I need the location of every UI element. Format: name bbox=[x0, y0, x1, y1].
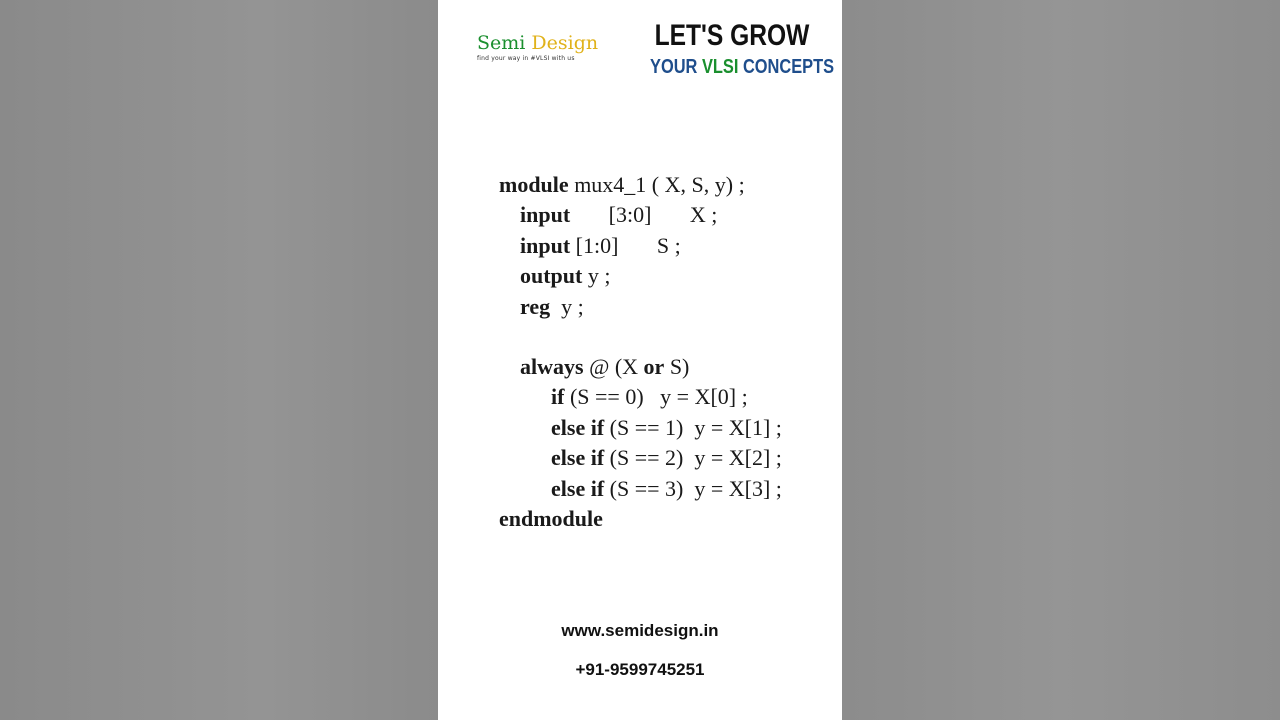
code-keyword: if bbox=[551, 384, 565, 410]
code-line-5 bbox=[499, 292, 829, 322]
code-text: S) bbox=[664, 353, 690, 379]
code-keyword: reg bbox=[520, 293, 551, 319]
code-text: (S == 3) y = X[3] ; bbox=[604, 475, 782, 501]
headline-vlsi: VLSI bbox=[701, 56, 739, 78]
code-keyword: module bbox=[499, 172, 569, 197]
background-left bbox=[0, 0, 438, 720]
logo-wordmark bbox=[477, 31, 607, 55]
code-keyword: else if bbox=[551, 445, 605, 471]
code-text: @ (X bbox=[583, 353, 644, 379]
code-line-9 bbox=[499, 443, 829, 473]
verilog-code-block bbox=[499, 170, 829, 534]
code-line-11 bbox=[499, 504, 829, 534]
code-text: mux4_1 ( X, S, y) ; bbox=[568, 172, 745, 197]
code-text: [1:0] S ; bbox=[570, 232, 681, 258]
code-line-2 bbox=[499, 200, 829, 230]
logo-word-semi: Semi bbox=[477, 32, 526, 54]
headline-your: YOUR bbox=[650, 56, 702, 78]
code-text: (S == 2) y = X[2] ; bbox=[604, 445, 782, 471]
video-frame bbox=[438, 0, 842, 720]
code-line-7 bbox=[499, 382, 829, 412]
code-keyword: input bbox=[520, 232, 571, 258]
code-blank-line bbox=[499, 322, 829, 352]
code-keyword: or bbox=[643, 353, 665, 379]
code-text: [3:0] X ; bbox=[570, 202, 718, 228]
code-line-6 bbox=[499, 352, 829, 382]
code-keyword: input bbox=[520, 202, 571, 228]
code-keyword: else if bbox=[551, 414, 605, 440]
logo-tagline: find your way in #VLSI with us bbox=[477, 55, 575, 62]
headline-line-2 bbox=[650, 54, 835, 80]
headline bbox=[632, 18, 835, 80]
headline-concepts: CONCEPTS bbox=[738, 56, 835, 78]
code-line-4 bbox=[499, 261, 829, 291]
headline-line-1: LET'S GROW bbox=[654, 19, 810, 52]
semi-design-logo bbox=[477, 31, 607, 62]
code-keyword: always bbox=[520, 353, 584, 379]
logo-word-design: Design bbox=[531, 32, 599, 54]
code-text: (S == 1) y = X[1] ; bbox=[604, 414, 782, 440]
code-text: y ; bbox=[582, 263, 611, 289]
code-keyword: output bbox=[520, 263, 583, 289]
phone-number-text: +91-9599745251 bbox=[575, 660, 705, 679]
background-right bbox=[842, 0, 1280, 720]
code-text: y ; bbox=[550, 293, 584, 319]
code-text: (S == 0) y = X[0] ; bbox=[564, 384, 748, 410]
code-line-1 bbox=[499, 170, 829, 200]
code-line-3 bbox=[499, 231, 829, 261]
code-keyword: endmodule bbox=[499, 505, 603, 531]
code-keyword: else if bbox=[551, 475, 605, 501]
website-text: www.semidesign.in bbox=[561, 621, 719, 640]
code-line-10 bbox=[499, 474, 829, 504]
code-line-8 bbox=[499, 413, 829, 443]
